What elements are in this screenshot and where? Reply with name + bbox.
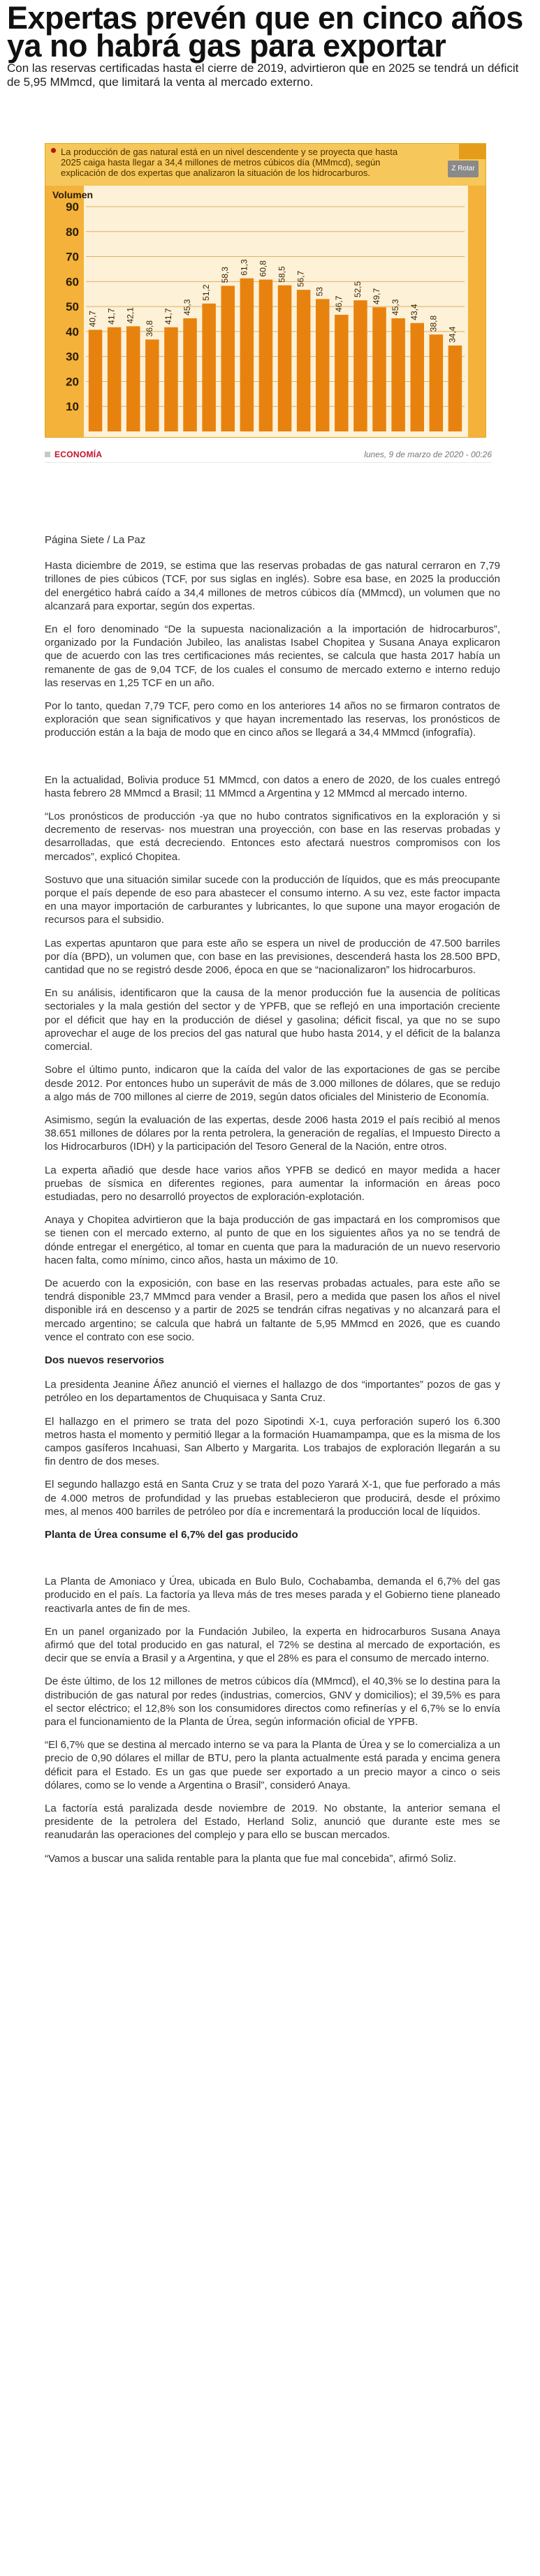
chart-bar <box>89 330 103 431</box>
article-source: Página Siete / La Paz <box>45 534 146 546</box>
section-square-icon <box>45 452 50 457</box>
production-infographic <box>45 143 486 438</box>
paragraph: La presidenta Jeanine Áñez anunció el viernes el hallazgo de dos “importantes” pozos de gas y petróleo en los departamentos de Chuquisaca y Santa Cruz. <box>45 1379 500 1405</box>
paragraph: En un panel organizado por la Fundación Jubileo, la experta en hidrocarburos Susana Anaya afirmó que del total producido en gas natural, el 72% se destina al mercado de exportación, es decir que se envía a Brasil y a Argentina, y que el 28% es para el consumo de mercado interno. <box>45 1625 500 1665</box>
zoom-button[interactable]: Z Rotar <box>448 161 479 177</box>
chart-bar <box>126 326 140 431</box>
bar-value-label: 49,7 <box>372 288 382 305</box>
chart-bar <box>372 307 386 431</box>
y-tick-label: 20 <box>66 375 79 389</box>
paragraph: Sobre el último punto, indicaron que la caída del valor de las exportaciones de gas se percibe desde 2012. Por entonces hubo un superávit de más de 3.000 millones de dólares, que se redujo a algo más de 700 millones al cierre de 2019, según datos oficiales del Ministerio de Economía. <box>45 1064 500 1103</box>
infographic-banner <box>45 144 486 187</box>
chart-bar <box>448 346 462 431</box>
paragraph: “Los pronósticos de producción -ya que no hubo contratos significativos en la exploración y si decremento de reservas- nos muestran una proyección, con base en las reservas probadas y desarrolladas, que está decreciendo. Entonces esto afectará nuestros compromisos con los mercados”, explicó Chopitea. <box>45 810 500 863</box>
bullet-icon <box>51 148 56 153</box>
chart-bar <box>391 318 405 431</box>
article-body <box>45 533 500 1875</box>
bar-value-label: 41,7 <box>106 308 117 325</box>
paragraph: De acuerdo con la exposición, con base en las reservas probadas actuales, para este año se tendrá disponible 23,7 MMmcd para vender a Brasil, pero a medida que pasen los años el nivel disponible irá en descenso y a partir de 2025 se tendrán cifras negativas y no alcanzará para el mercado argentino; se calcula que habrá un faltante de 5,95 MMmcd en 2026, que es cuando vence el contrato con ese socio. <box>45 1277 500 1343</box>
bar-value-label: 40,7 <box>87 311 98 327</box>
section-label: ECONOMÍA <box>54 450 103 459</box>
subheading-new-reservoirs: Dos nuevos reservorios <box>45 1354 164 1366</box>
chart-bar <box>410 323 424 431</box>
paragraph: La factoría está paralizada desde noviembre de 2019. No obstante, la anterior semana el presidente de la petrolera del Estado, Herland Soliz, anunció que durante este mes se reanudarán las operaciones del complejo y para ello se buscan mercados. <box>45 1803 500 1842</box>
y-tick-label: 30 <box>66 350 79 364</box>
bar-value-label: 34,4 <box>447 326 458 343</box>
bar-value-label: 52,5 <box>352 281 363 298</box>
paragraph-group-4 <box>45 1575 500 1865</box>
paragraph: “Vamos a buscar una salida rentable para la planta que fue mal concebida”, afirmó Soliz. <box>45 1852 457 1865</box>
chart-bar <box>278 286 292 431</box>
chart-bar <box>221 286 235 431</box>
bar-value-label: 42,1 <box>125 307 136 324</box>
bar-value-label: 45,3 <box>391 299 401 316</box>
chart-bar <box>108 327 122 431</box>
y-tick-label: 90 <box>66 200 79 214</box>
chart-bar <box>297 290 311 431</box>
chart-bar <box>183 318 197 431</box>
paragraph-group-2 <box>45 773 500 1344</box>
chart-bar <box>316 299 330 431</box>
y-tick-label: 80 <box>66 225 79 239</box>
article-meta <box>45 447 492 463</box>
paragraph: Sostuvo que una situación similar sucede con la producción de líquidos, que es más preocupante porque el país depende de eso para abastecer el consumo interno. A su vez, este factor impacta en una mayor importación de carburantes y lubricantes, lo que supone una mayor erogación de recursos para el subsidio. <box>45 873 500 926</box>
paragraph-group-1 <box>45 559 500 739</box>
paragraph: Hasta diciembre de 2019, se estima que las reservas probadas de gas natural cerraron en 7,79 trillones de pies cúbicos (TCF, por sus siglas en inglés). Sobre esa base, en 2025 la producción del energético habrá caído a 34,4 millones de metros cúbicos día (MMmcd), un volumen que no alcanzará para exportar, según dos expertas. <box>45 560 500 612</box>
paragraph: El hallazgo en el primero se trata del pozo Sipotindi X-1, cuya perforación superó los 6.300 metros hasta el momento y permitió llegar a la formación Huamampampa, que es la misma de los campos gasíferos Incahuasi, San Alberto y Margarita. Los trabajos de exploración llegarán a su fin dentro de dos meses. <box>45 1415 500 1468</box>
y-tick-label: 10 <box>66 400 79 414</box>
bar-value-label: 53 <box>314 287 325 297</box>
y-tick-label: 60 <box>66 275 79 289</box>
paragraph: Asimismo, según la evaluación de las expertas, desde 2006 hasta 2019 el país recibió al menos 38.651 millones de dólares por la renta petrolera, la generación de regalías, el Impuesto Directo a los Hidrocarburos (IDH) y la participación del Tesoro General de la Nación, entre otros. <box>45 1113 500 1153</box>
y-axis-title: Volumen <box>52 189 94 200</box>
corner-tab <box>459 144 486 159</box>
chart-bar <box>259 279 273 431</box>
bar-value-label: 43,4 <box>409 304 420 320</box>
paragraph-group-3 <box>45 1378 500 1518</box>
paragraph: Las expertas apuntaron que para este año se espera un nivel de producción de 47.500 barriles por día (BPD), un volumen que, con base en las previsiones, descenderá hasta los 28.500 BPD, cantidad que no se registró desde 2006, época en que se “nacionalizaron” los hidrocarburos. <box>45 937 500 977</box>
publish-timestamp: lunes, 9 de marzo de 2020 - 00:26 <box>364 450 492 459</box>
chart-bar <box>164 327 178 431</box>
paragraph: Por lo tanto, quedan 7,79 TCF, pero como en los anteriores 14 años no se firmaron contratos de exploración que sean significativos y que hayan incrementado las reservas, los pronósticos de producción están a la baja de modo que en cinco años se llegará a 34,4 MMmcd (infografía). <box>45 700 500 739</box>
chart-bar <box>353 300 367 431</box>
infographic-caption: La producción de gas natural está en un nivel descendente y se proyecta que hasta 2025 caiga hasta llegar a 34,4 millones de metros cúbicos día (MMmcd), según explicación de dos expertas que analizaron la situación de los hidrocarburos. <box>61 147 398 178</box>
lead-paragraph: Con las reservas certificadas hasta el cierre de 2019, advirtieron que en 2025 se tendrá un déficit de 5,95 MMmcd, que limitará la venta al mercado externo. <box>7 61 519 89</box>
bar-value-label: 46,7 <box>333 295 344 312</box>
subheading-urea-plant: Planta de Úrea consume el 6,7% del gas producido <box>45 1528 298 1541</box>
paragraph: De éste último, de los 12 millones de metros cúbicos día (MMmcd), el 40,3% se lo destina para la distribución de gas natural por redes (industrias, comercios, GNV y domicilios); el 39,5% es para el sector eléctrico; el 12,8% son los consumidores directos como refinerías y el 6,7% se lo envía para el funcionamiento de la Planta de Úrea, según información oficial de YPFB. <box>45 1675 500 1729</box>
bar-value-label: 56,7 <box>295 270 306 288</box>
chart-bar <box>240 279 254 431</box>
y-tick-label: 70 <box>66 250 79 264</box>
bar-value-label: 45,3 <box>182 299 193 316</box>
headline: Expertas prevén que en cinco años ya no habrá gas para exportar <box>7 0 523 64</box>
paragraph: En el foro denominado “De la supuesta nacionalización a la importación de hidrocarburos”, organizado por la Fundación Jubileo, las analistas Isabel Chopitea y Susana Anaya explicaron que de acuerdo con las tres certificaciones más recientes, se calcula que hasta 2017 había un remanente de gas de 9,04 TCF, de los cuales el consumo de mercado externo e interno redujo las reservas en 1,25 TCF en un año. <box>45 623 500 689</box>
paragraph: El segundo hallazgo está en Santa Cruz y se trata del pozo Yarará X-1, que fue perforado a más de 4.000 metros de profundidad y las pruebas establecieron que producirá, desde el próximo mes, al menos 400 barriles de petróleo por día e incrementará la producción local de líquidos. <box>45 1479 500 1518</box>
chart-bar <box>335 315 349 431</box>
y-tick-label: 40 <box>66 325 79 339</box>
paragraph: En su análisis, identificaron que la causa de la menor producción fue la ausencia de políticas sectoriales y la mala gestión del sector y de YPFB, que se reflejó en una importación creciente por el déficit que hay en la producción de diésel y gasolina; déficit fiscal, ya que no se supo aprovechar el auge de los precios del gas natural que hubo hasta 2014, y el déficit de la balanza comercial. <box>45 987 500 1053</box>
paragraph: Anaya y Chopitea advirtieron que la baja producción de gas impactará en los compromisos que se tienen con el mercado externo, al punto de que en los siguientes años ya no se tendrá de dónde entregar el energético, al tomar en cuenta que para la maduración de un nuevo reservorio hacen falta, como mínimo, cinco años, hasta un máximo de 10. <box>45 1214 500 1266</box>
bar-value-label: 51,2 <box>201 284 212 301</box>
paragraph: La experta añadió que desde hace varios años YPFB se dedicó en mayor medida a hacer pruebas de sísmica en diferentes regiones, para aumentar la información en áreas poco estudiadas, pero no desarrolló proyectos de exploración-explotación. <box>45 1164 500 1203</box>
paragraph: La Planta de Amoniaco y Úrea, ubicada en Bulo Bulo, Cochabamba, demanda el 6,7% del gas producido en el país. La factoría ya lleva más de tres meses parada y el Gobierno tiene planeado reactivarla antes de fin de mes. <box>45 1576 500 1615</box>
section-link[interactable] <box>45 450 102 459</box>
bar-value-label: 60,8 <box>258 260 268 277</box>
paragraph: “El 6,7% que se destina al mercado interno se va para la Planta de Úrea y se lo comercializa a un precio de 0,90 dólares el millar de BTU, pero la planta actualmente está parada y encima genera déficit para el Estado. Es un gas que puede ser exportado a un precio mayor a cinco o seis dólares, como se lo vende a Argentina o Brasil”, consideró Anaya. <box>45 1739 500 1791</box>
bar-value-label: 58,5 <box>277 266 287 283</box>
bar-value-label: 36,8 <box>144 320 154 337</box>
chart-bar <box>202 304 216 431</box>
y-tick-label: 50 <box>66 300 79 314</box>
bar-value-label: 58,3 <box>220 267 231 283</box>
bar-value-label: 61,3 <box>239 259 249 276</box>
bar-value-label: 41,7 <box>163 308 173 325</box>
paragraph: En la actualidad, Bolivia produce 51 MMmcd, con datos a enero de 2020, de los cuales entregó hasta febrero 28 MMmcd a Brasil; 11 MMmcd a Argentina y 12 MMmcd al mercado interno. <box>45 773 500 799</box>
bar-value-label: 38,8 <box>428 315 439 332</box>
chart-bar <box>430 334 444 431</box>
gas-production-bar-chart <box>45 186 486 437</box>
chart-bar <box>145 339 159 431</box>
